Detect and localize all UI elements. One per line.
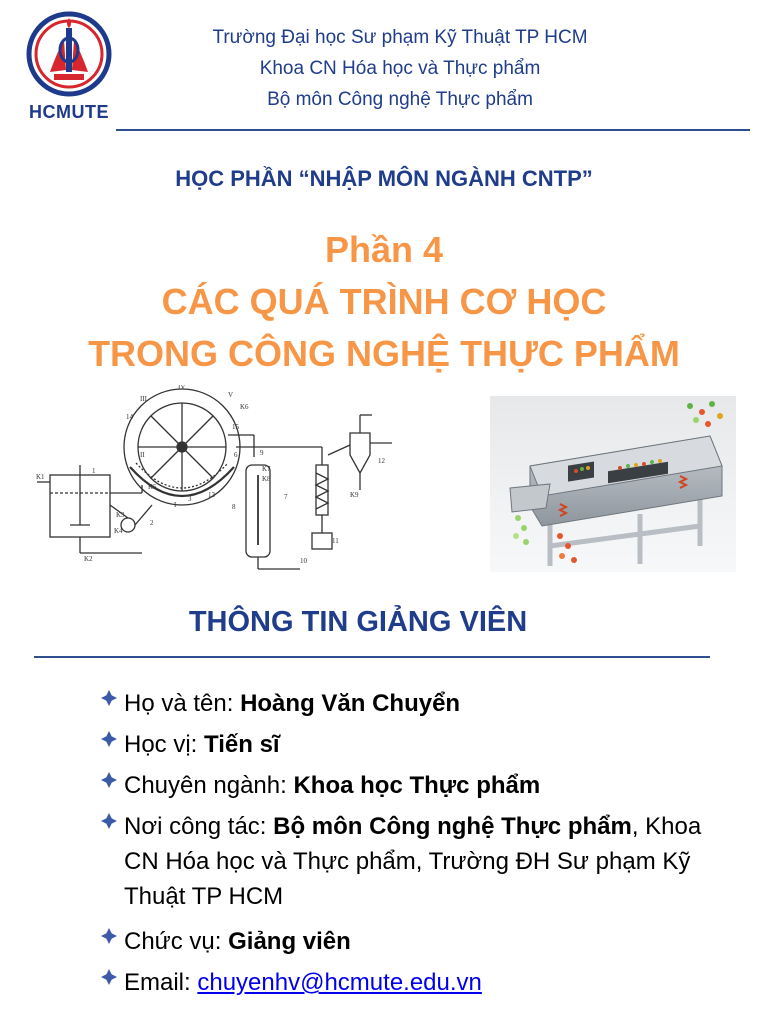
degree-label: Học vị: (124, 731, 205, 758)
diamond-bullet-icon (100, 927, 118, 945)
diamond-bullet-icon (100, 689, 118, 707)
svg-text:K5: K5 (148, 483, 157, 491)
part-number: Phần 4 (324, 229, 444, 270)
diamond-bullet-icon (100, 771, 118, 789)
svg-text:8: 8 (232, 503, 236, 511)
diamond-bullet-icon (100, 968, 118, 986)
institution-header (130, 22, 670, 115)
vibrating-sieve-image (490, 396, 736, 572)
header-divider (116, 129, 750, 131)
major-value: Khoa học Thực phẩm (293, 772, 541, 799)
svg-text:K4: K4 (114, 527, 123, 535)
info-major (100, 768, 740, 803)
svg-text:10: 10 (300, 557, 307, 565)
svg-text:I: I (174, 501, 177, 509)
svg-text:1: 1 (92, 467, 96, 475)
svg-text:K2: K2 (84, 555, 93, 563)
svg-text:3: 3 (188, 495, 192, 503)
position-label: Chức vụ: (124, 928, 229, 955)
major-label: Chuyên ngành: (124, 772, 294, 799)
position-value: Giảng viên (228, 928, 351, 955)
info-degree (100, 727, 740, 762)
degree-value: Tiến sĩ (204, 731, 280, 758)
svg-text:K7: K7 (262, 465, 271, 473)
hcmute-logo-icon (20, 10, 118, 102)
header-faculty: Khoa CN Hóa học và Thực phẩm (259, 58, 541, 79)
svg-text:7: 7 (284, 493, 288, 501)
email-link[interactable]: chuyenhv@hcmute.edu.vn (197, 969, 482, 996)
svg-text:9: 9 (260, 449, 264, 457)
header-university: Trường Đại học Sư phạm Kỹ Thuật TP HCM (212, 27, 588, 48)
workplace-value: Bộ môn Công nghệ Thực phẩm (273, 813, 632, 840)
part-title (0, 224, 768, 380)
svg-text:K6: K6 (240, 403, 249, 411)
svg-text:K8: K8 (262, 475, 271, 483)
course-title: HỌC PHẦN “NHẬP MÔN NGÀNH CNTP” (175, 166, 593, 191)
name-label: Họ và tên: (124, 690, 241, 717)
svg-text:15: 15 (232, 423, 239, 431)
info-workplace (100, 809, 740, 914)
part-title-line2: TRONG CÔNG NGHỆ THỰC PHẨM (88, 333, 680, 374)
header-department: Bộ môn Công nghệ Thực phẩm (267, 89, 533, 110)
section-divider (34, 656, 710, 658)
diamond-bullet-icon (100, 730, 118, 748)
section-title: THÔNG TIN GIẢNG VIÊN (188, 606, 528, 638)
name-value: Hoàng Văn Chuyển (240, 690, 461, 717)
logo-text: HCMUTE (29, 102, 109, 122)
info-email (100, 965, 740, 1000)
svg-text:14: 14 (126, 413, 133, 421)
svg-text:K9: K9 (350, 491, 359, 499)
info-name (100, 686, 740, 721)
info-position (100, 924, 740, 959)
school-logo (20, 10, 118, 126)
workplace-label: Nơi công tác: (124, 813, 274, 840)
diamond-bullet-icon (100, 812, 118, 830)
vibrating-sieve-machine-icon (490, 396, 736, 572)
svg-text:12: 12 (378, 457, 385, 465)
email-label: Email: (124, 969, 198, 996)
lecturer-info (100, 686, 740, 1006)
svg-text:V: V (228, 391, 234, 399)
svg-text:K1: K1 (36, 473, 45, 481)
process-diagram-icon (32, 385, 402, 575)
svg-text:2: 2 (150, 519, 154, 527)
part-title-line1: CÁC QUÁ TRÌNH CƠ HỌC (161, 281, 607, 322)
svg-text:K3: K3 (116, 511, 125, 519)
svg-text:III: III (140, 395, 147, 403)
svg-text:6: 6 (234, 451, 238, 459)
svg-text:11: 11 (332, 537, 339, 545)
workplace-rest: , Khoa CN Hóa học và Thực phẩm, Trường ĐH Sư phạm Kỹ Thuật TP HCM (124, 813, 702, 910)
svg-text:II: II (140, 451, 145, 459)
svg-text:IV: IV (178, 385, 186, 391)
filtration-process-diagram (32, 385, 402, 575)
svg-text:13: 13 (208, 491, 215, 499)
